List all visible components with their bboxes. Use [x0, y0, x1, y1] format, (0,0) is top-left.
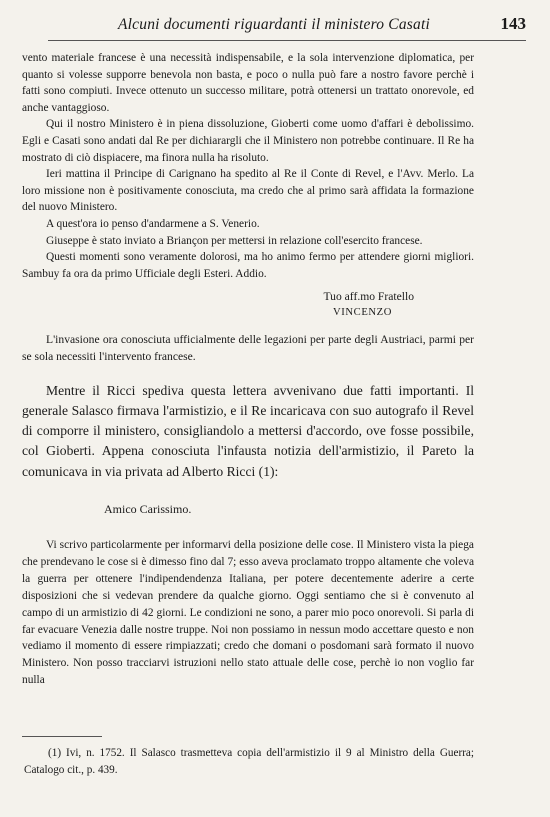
letter-paragraph: Vi scrivo particolarmente per informarvi della posizione delle cose. Il Ministero vista la piega che prendevano le cose si è dimesso fino dal 7; esso aveva proclamato troppo altamente che voleva la guerra per ottenere l'indipendendenza Italiana, per potere decentemente aderire a certe disposizioni che si vedevan prendere da qualche giorno. Oggi sentiamo che si è convenuto al campo di un armistizio di 42 giorni. Le condizioni ne sono, a parer mio poco onorevoli. Si parla di far evacuare Venezia dalle nostre truppe. Noi non possiamo in nessun modo accettare questo e non vediamo il momento di essere rimpiazzati; credo che domani o posdomani sarà formato il nuovo Ministero. Non posso tracciarvi istruzioni nello stato attuale delle cose, perchè io non voglio far nulla	[22, 538, 474, 687]
letter-salutation: Amico Carissimo.	[104, 501, 192, 516]
letter-vincenzo	[22, 50, 474, 320]
footnote	[24, 745, 474, 778]
letter-paragraph: Qui il nostro Ministero è in piena dissoluzione, Gioberti come uomo d'affari è debolissimo. Egli e Casati sono andati dal Re per dichiarargli che il Ministero non potrebbe continuare. Il Re ha mostrato di ciò dispiacere, ma finora nulla ha risoluto.	[22, 118, 474, 164]
letter-pareto	[22, 537, 474, 689]
page-body	[22, 50, 474, 689]
page-number: 143	[500, 14, 526, 33]
letter-paragraph: Giuseppe è stato inviato a Briançon per mettersi in relazione coll'esercito francese.	[46, 234, 423, 247]
narrative-paragraph: Mentre il Ricci spediva questa lettera avvenivano due fatti importanti. Il generale Salasco firmava l'armistizio, e il Re incaricava con suo autografo il Revel di comporre il ministero, consigliandolo a mettersi d'accordo, ove fosse possibile, col Gioberti. Appena conosciuta l'infausta notizia dell'armistizio, il Pareto la comunicava in via privata ad Alberto Ricci (1):	[22, 382, 474, 479]
letter-closing: Tuo aff.mo Fratello	[323, 290, 414, 304]
postscript-note: L'invasione ora conosciuta ufficialmente delle legazioni per parte degli Austriaci, parmi per se sola necessiti l'intervento francese.	[22, 333, 474, 363]
running-title: Alcuni documenti riguardanti il ministero Casati	[118, 16, 430, 33]
letter-paragraph: Ieri mattina il Principe di Carignano ha spedito al Re il Conte di Revel, e l'Avv. Merlo. La loro missione non è positivamente conosciuta, ma credo che al primo sarà affidata la formazione del nuovo Ministero.	[22, 168, 474, 214]
letter-signature: VINCENZO	[333, 307, 392, 319]
letter-paragraph: vento materiale francese è una necessità indispensabile, e la sola intervenzione diplomatica, per quanto si volesse supporre benevola non basta, e poco o nulla può fare a nostro favore perchè i fatti sono compiuti. Invece ottenuto un successo militare, potrà ottenersi un trattato onorevole, ed anche vantaggioso.	[22, 52, 474, 114]
footnote-rule	[22, 736, 102, 737]
letter-paragraph: Questi momenti sono veramente dolorosi, ma ho animo fermo per attendere giorni migliori. Sambuy fa ora da primo Ufficiale degli Esteri. Addio.	[22, 251, 474, 280]
narrative-text	[22, 381, 474, 482]
header-rule	[48, 40, 526, 41]
running-header	[48, 14, 526, 40]
footnote-text: (1) Ivi, n. 1752. Il Salasco trasmetteva copia dell'armistizio il 9 al Ministro della Guerra; Catalogo cit., p. 439.	[24, 747, 474, 776]
letter-paragraph: A quest'ora io penso d'andarmene a S. Venerio.	[46, 217, 260, 230]
